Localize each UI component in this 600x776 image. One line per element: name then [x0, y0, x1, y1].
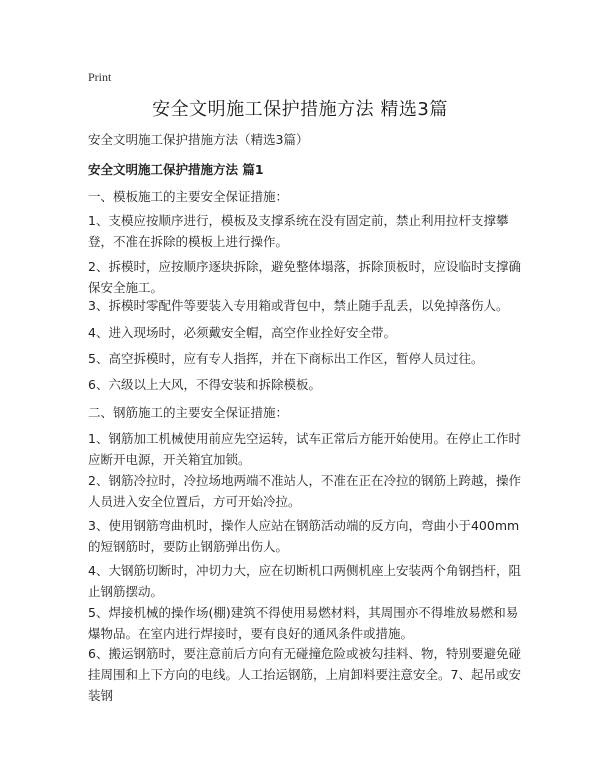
document-subtitle: 安全文明施工保护措施方法（精选3篇）: [88, 132, 309, 147]
paragraph-formwork-1: 1、支模应按顺序进行，模板及支撑系统在没有固定前，禁止利用拉杆支撑攀登，不准在拆除的模板上进行操作。: [88, 213, 509, 249]
paragraph-rebar-5: 5、焊接机械的操作场(棚)建筑不得使用易燃材料，其周围亦不得堆放易燃和易爆物品。在室内进行焊接时，要有良好的通风条件或措施。: [88, 605, 519, 641]
paragraph-rebar-4: 4、大钢筋切断时，冲切力大，应在切断机口两侧机座上安装两个角钢挡杆，阻止钢筋摆动。: [88, 563, 521, 599]
paragraph-formwork-5: 5、高空拆模时，应有专人指挥，并在下商标出工作区，暂停人员过往。: [88, 351, 484, 366]
paragraph-rebar-6: 6、搬运钢筋时，要注意前后方向有无碰撞危险或被勾挂料、物，特别要避免碰挂周围和上下方向的电线。人工抬运钢筋，上肩卸料要注意安全。7、起吊或安装钢: [88, 646, 521, 703]
print-label: Print: [88, 70, 112, 84]
document-title: 安全文明施工保护措施方法 精选3篇: [152, 99, 448, 120]
paragraph-rebar-1: 1、钢筋加工机械使用前应先空运转，试车正常后方能开始使用。在停止工作时应断开电源，开关箱宜加锁。: [88, 431, 521, 467]
paragraph-formwork-2: 2、拆模时，应按顺序逐块拆除，避免整体塌落，拆除顶板时，应设临时支撑确保安全施工。: [88, 259, 521, 295]
paragraph-rebar-heading: 二、钢筋施工的主要安全保证措施：: [88, 405, 289, 420]
section-heading: 安全文明施工保护措施方法 篇1: [88, 162, 264, 177]
paragraph-rebar-3: 3、使用钢筋弯曲机时，操作人应站在钢筋活动端的反方向，弯曲小于400mm的短钢筋时，要防止钢筋弹出伤人。: [88, 518, 520, 554]
paragraph-formwork-heading: 一、模板施工的主要安全保证措施：: [88, 189, 289, 204]
paragraph-formwork-6: 6、六级以上大风，不得安装和拆除模板。: [88, 377, 321, 392]
paragraph-formwork-4: 4、进入现场时，必须戴安全帽，高空作业拴好安全带。: [88, 325, 396, 340]
paragraph-rebar-2: 2、钢筋冷拉时，冷拉场地两端不准站人，不准在正在冷拉的钢筋上跨越，操作人员进入安全位置后，方可开始冷拉。: [88, 473, 521, 509]
paragraph-formwork-3: 3、拆模时零配件等要装入专用箱或背包中，禁止随手乱丢，以免掉落伤人。: [88, 298, 509, 313]
